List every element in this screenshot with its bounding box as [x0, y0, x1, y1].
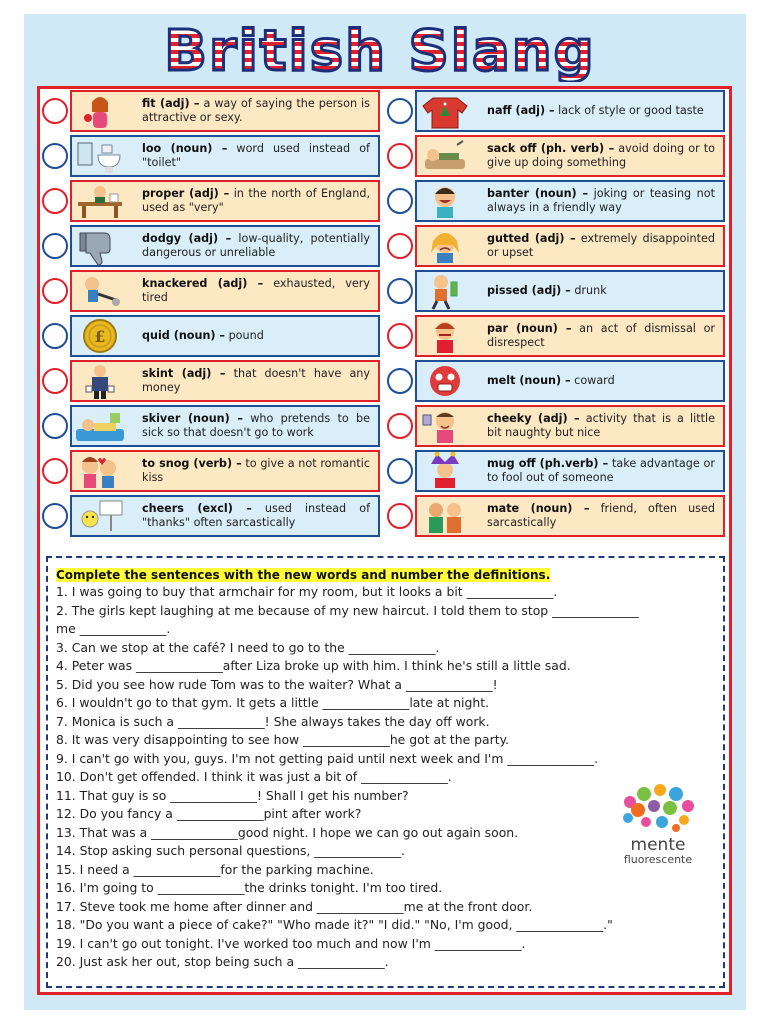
vocab-item: [42, 360, 382, 402]
exercise-sentence[interactable]: 18. "Do you want a piece of cake?" "Who made it?" "I did." "No, I'm good, ______________.": [56, 917, 613, 932]
answer-number-circle[interactable]: [42, 368, 68, 394]
vocab-item: [387, 360, 727, 402]
definition-box: [70, 495, 380, 537]
slang-term: dodgy (adj) –: [142, 231, 232, 245]
answer-number-circle[interactable]: [42, 323, 68, 349]
exercise-sentence[interactable]: 16. I'm going to ______________the drinks tonight. I'm too tired.: [56, 880, 443, 895]
definition-text: [128, 457, 378, 486]
definition-text: [128, 97, 378, 126]
slang-definition: to give a not romantic kiss: [142, 456, 371, 484]
definition-text: [128, 277, 378, 306]
answer-number-circle[interactable]: [42, 413, 68, 439]
empty-pockets-icon: [72, 362, 128, 400]
vocab-item: [42, 135, 382, 177]
definition-box: [415, 90, 725, 132]
vocab-item: [42, 90, 382, 132]
slang-definition: coward: [570, 373, 615, 387]
lazy-icon: [417, 137, 473, 175]
exercise-sentence[interactable]: 11. That guy is so ______________! Shall I get his number?: [56, 787, 409, 803]
vocab-item: [42, 315, 382, 357]
slang-definition: joking or teasing not always in a friendly way: [487, 186, 715, 214]
jester-icon: [417, 452, 473, 490]
slang-term: mate (noun) –: [487, 501, 590, 515]
definition-text: [473, 232, 723, 261]
slang-definition: take advantage or to fool out of someone: [487, 456, 715, 484]
angry-woman-icon: [417, 317, 473, 355]
exercise-sentence[interactable]: 1. I was going to buy that armchair for my room, but it looks a bit ______________.: [56, 584, 558, 599]
slang-term: sack off (ph. verb) –: [487, 141, 615, 155]
definition-box: [415, 405, 725, 447]
definition-text: [128, 502, 378, 531]
vocab-item: [42, 495, 382, 537]
definition-text: [473, 457, 723, 486]
definition-text: [128, 187, 378, 216]
answer-number-circle[interactable]: [42, 98, 68, 124]
definition-box: [70, 405, 380, 447]
definition-box: [415, 450, 725, 492]
answer-number-circle[interactable]: [387, 458, 413, 484]
answer-number-circle[interactable]: [387, 368, 413, 394]
slang-definition: an act of dismissal or disrespect: [487, 321, 716, 349]
toilet-icon: [72, 137, 128, 175]
sweater-icon: [417, 92, 473, 130]
exercise-sentence[interactable]: 3. Can we stop at the café? I need to go to the ______________.: [56, 639, 440, 655]
slang-term: naff (adj) –: [487, 103, 555, 117]
answer-number-circle[interactable]: [387, 413, 413, 439]
friends-icon: [417, 497, 473, 535]
sign-icon: [72, 497, 128, 535]
vocab-item: [387, 405, 727, 447]
slang-definition: low-quality, potentially dangerous or unreliable: [142, 231, 370, 259]
definition-box: [415, 360, 725, 402]
slang-term: proper (adj) –: [142, 186, 230, 200]
answer-number-circle[interactable]: [387, 143, 413, 169]
slang-definition: avoid doing or to give up doing something: [487, 141, 715, 169]
drunk-man-icon: [417, 272, 473, 310]
answer-number-circle[interactable]: [387, 233, 413, 259]
slang-definition: activity that is a little bit naughty but nice: [487, 411, 715, 439]
slang-term: par (noun) –: [487, 321, 572, 335]
answer-number-circle[interactable]: [42, 188, 68, 214]
sick-person-icon: [72, 407, 128, 445]
definition-box: [70, 270, 380, 312]
slang-definition: who pretends to be sick so that doesn't go to work: [142, 411, 370, 439]
brain-dots-icon: [623, 784, 694, 832]
vocab-item: [387, 180, 727, 222]
exercise-sentence[interactable]: 10. Don't get offended. I think it was just a bit of ______________.: [56, 769, 452, 784]
exercise-sentence[interactable]: 8. It was very disappointing to see how ______________he got at the party.: [56, 732, 510, 747]
tired-man-icon: [72, 272, 128, 310]
exercise-sentence[interactable]: 9. I can't go with you, guys. I'm not getting paid until next week and I'm ______________.: [56, 750, 599, 766]
definition-box: [70, 360, 380, 402]
exercise-sentence[interactable]: 15. I need a ______________for the parking machine.: [56, 861, 374, 877]
title-text: British Slang: [164, 19, 596, 82]
vocab-item: [42, 405, 382, 447]
coin-icon: [72, 317, 128, 355]
definition-text: [128, 367, 378, 396]
slang-term: to snog (verb) –: [142, 456, 242, 470]
definition-box: [415, 270, 725, 312]
desk-icon: [72, 182, 128, 220]
answer-number-circle[interactable]: [42, 503, 68, 529]
answer-number-circle[interactable]: [387, 278, 413, 304]
definition-text: [473, 187, 723, 216]
exercise-box: [46, 556, 725, 988]
logo-line2: fluorescente: [623, 853, 693, 866]
definition-box: [70, 180, 380, 222]
svg-text:£: £: [94, 327, 106, 346]
answer-number-circle[interactable]: [387, 188, 413, 214]
vocab-item: [387, 315, 727, 357]
slang-term: skint (adj) –: [142, 366, 226, 380]
definition-text: [128, 142, 378, 171]
logo-line1: mente: [630, 835, 686, 855]
exercise-instruction: Complete the sentences with the new words and number the definitions.: [56, 568, 551, 582]
exercise-sentence[interactable]: 19. I can't go out tonight. I've worked too much and now I'm ______________.: [56, 935, 526, 951]
exercise-sentence[interactable]: 13. That was a ______________good night. I hope we can go out again soon.: [56, 824, 519, 840]
slang-term: cheers (excl) –: [142, 501, 252, 515]
cheeky-kid-icon: [417, 407, 473, 445]
vocab-item: [42, 180, 382, 222]
definition-text: [473, 104, 712, 119]
page-title: [140, 18, 620, 82]
definition-text: [473, 374, 623, 389]
slang-definition: that doesn't have any money: [142, 366, 371, 394]
laughing-boy-icon: [417, 182, 473, 220]
vocab-item: [387, 495, 727, 537]
vocab-item: [42, 225, 382, 267]
answer-number-circle[interactable]: [387, 323, 413, 349]
answer-number-circle[interactable]: [42, 143, 68, 169]
exercise-sentence[interactable]: 20. Just ask her out, stop being such a ______________.: [56, 954, 389, 969]
exercise-sentence[interactable]: 4. Peter was ______________after Liza broke up with him. I think he's still a little sad.: [56, 658, 571, 673]
definition-box: [415, 180, 725, 222]
kiss-icon: [72, 452, 128, 490]
slang-term: skiver (noun) –: [142, 411, 243, 425]
slang-term: pissed (adj) –: [487, 283, 571, 297]
slang-term: quid (noun) –: [142, 328, 226, 342]
slang-definition: friend, often used sarcastically: [487, 501, 715, 529]
definition-box: [415, 495, 725, 537]
exercise-sentence[interactable]: 12. Do you fancy a ______________pint after work?: [56, 806, 362, 821]
exercise-sentence[interactable]: 6. I wouldn't go to that gym. It gets a little ______________late at night.: [56, 695, 490, 710]
definition-text: [473, 142, 723, 171]
scared-face-icon: [417, 362, 473, 400]
definition-box: [70, 450, 380, 492]
slang-term: gutted (adj) –: [487, 231, 576, 245]
answer-number-circle[interactable]: [387, 98, 413, 124]
vocab-item: [387, 450, 727, 492]
exercise-sentence[interactable]: 7. Monica is such a ______________! She always takes the day off work.: [56, 713, 490, 729]
exercise-sentence[interactable]: 5. Did you see how rude Tom was to the waiter? What a ______________!: [56, 676, 498, 692]
exercise-sentence[interactable]: 17. Steve took me home after dinner and ______________me at the front door.: [56, 898, 533, 914]
vocab-item: [42, 450, 382, 492]
slang-definition: extremely disappointed or upset: [487, 231, 715, 259]
definition-text: [473, 322, 723, 351]
definition-text: [128, 232, 378, 261]
slang-term: knackered (adj) –: [142, 276, 264, 290]
answer-number-circle[interactable]: [42, 458, 68, 484]
slang-term: banter (noun) –: [487, 186, 589, 200]
definition-box: [70, 225, 380, 267]
definition-text: [128, 412, 378, 441]
slang-definition: used instead of "thanks" often sarcastically: [142, 501, 371, 529]
vocab-item: [387, 270, 727, 312]
vocab-item: [42, 270, 382, 312]
vocab-item: [387, 135, 727, 177]
mente-fluorescente-logo: [608, 780, 708, 870]
definition-text: [473, 284, 615, 299]
slang-term: loo (noun) –: [142, 141, 228, 155]
woman-icon: [72, 92, 128, 130]
sentence-list: [56, 583, 715, 972]
definition-box: [415, 225, 725, 267]
sad-girl-icon: [417, 227, 473, 265]
slang-term: cheeky (adj) –: [487, 411, 580, 425]
slang-definition: a way of saying the person is attractive or sexy.: [142, 96, 370, 124]
slang-definition: lack of style or good taste: [554, 103, 704, 117]
definition-box: [415, 315, 725, 357]
slang-term: melt (noun) –: [487, 373, 571, 387]
slang-definition: in the north of England, used as "very": [142, 186, 370, 214]
exercise-sentence[interactable]: 14. Stop asking such personal questions, ______________.: [56, 843, 405, 858]
definition-box: [70, 315, 380, 357]
slang-term: fit (adj) –: [142, 96, 200, 110]
answer-number-circle[interactable]: [42, 233, 68, 259]
slang-definition: pound: [225, 328, 264, 342]
definition-text: [473, 412, 723, 441]
answer-number-circle[interactable]: [387, 503, 413, 529]
definition-box: [415, 135, 725, 177]
definition-text: [128, 329, 272, 344]
slang-definition: drunk: [570, 283, 607, 297]
slang-term: mug off (ph.verb) –: [487, 456, 609, 470]
exercise-sentence[interactable]: me ______________.: [56, 621, 171, 636]
slang-definition: word used instead of "toilet": [142, 141, 370, 169]
vocab-item: [387, 225, 727, 267]
exercise-sentence[interactable]: 2. The girls kept laughing at me because of my new haircut. I told them to stop ______________: [56, 602, 639, 618]
definition-text: [473, 502, 723, 531]
slang-definition: exhausted, very tired: [142, 276, 370, 304]
answer-number-circle[interactable]: [42, 278, 68, 304]
vocab-item: [387, 90, 727, 132]
definition-box: [70, 135, 380, 177]
thumbs-down-icon: [72, 227, 128, 265]
definition-box: [70, 90, 380, 132]
